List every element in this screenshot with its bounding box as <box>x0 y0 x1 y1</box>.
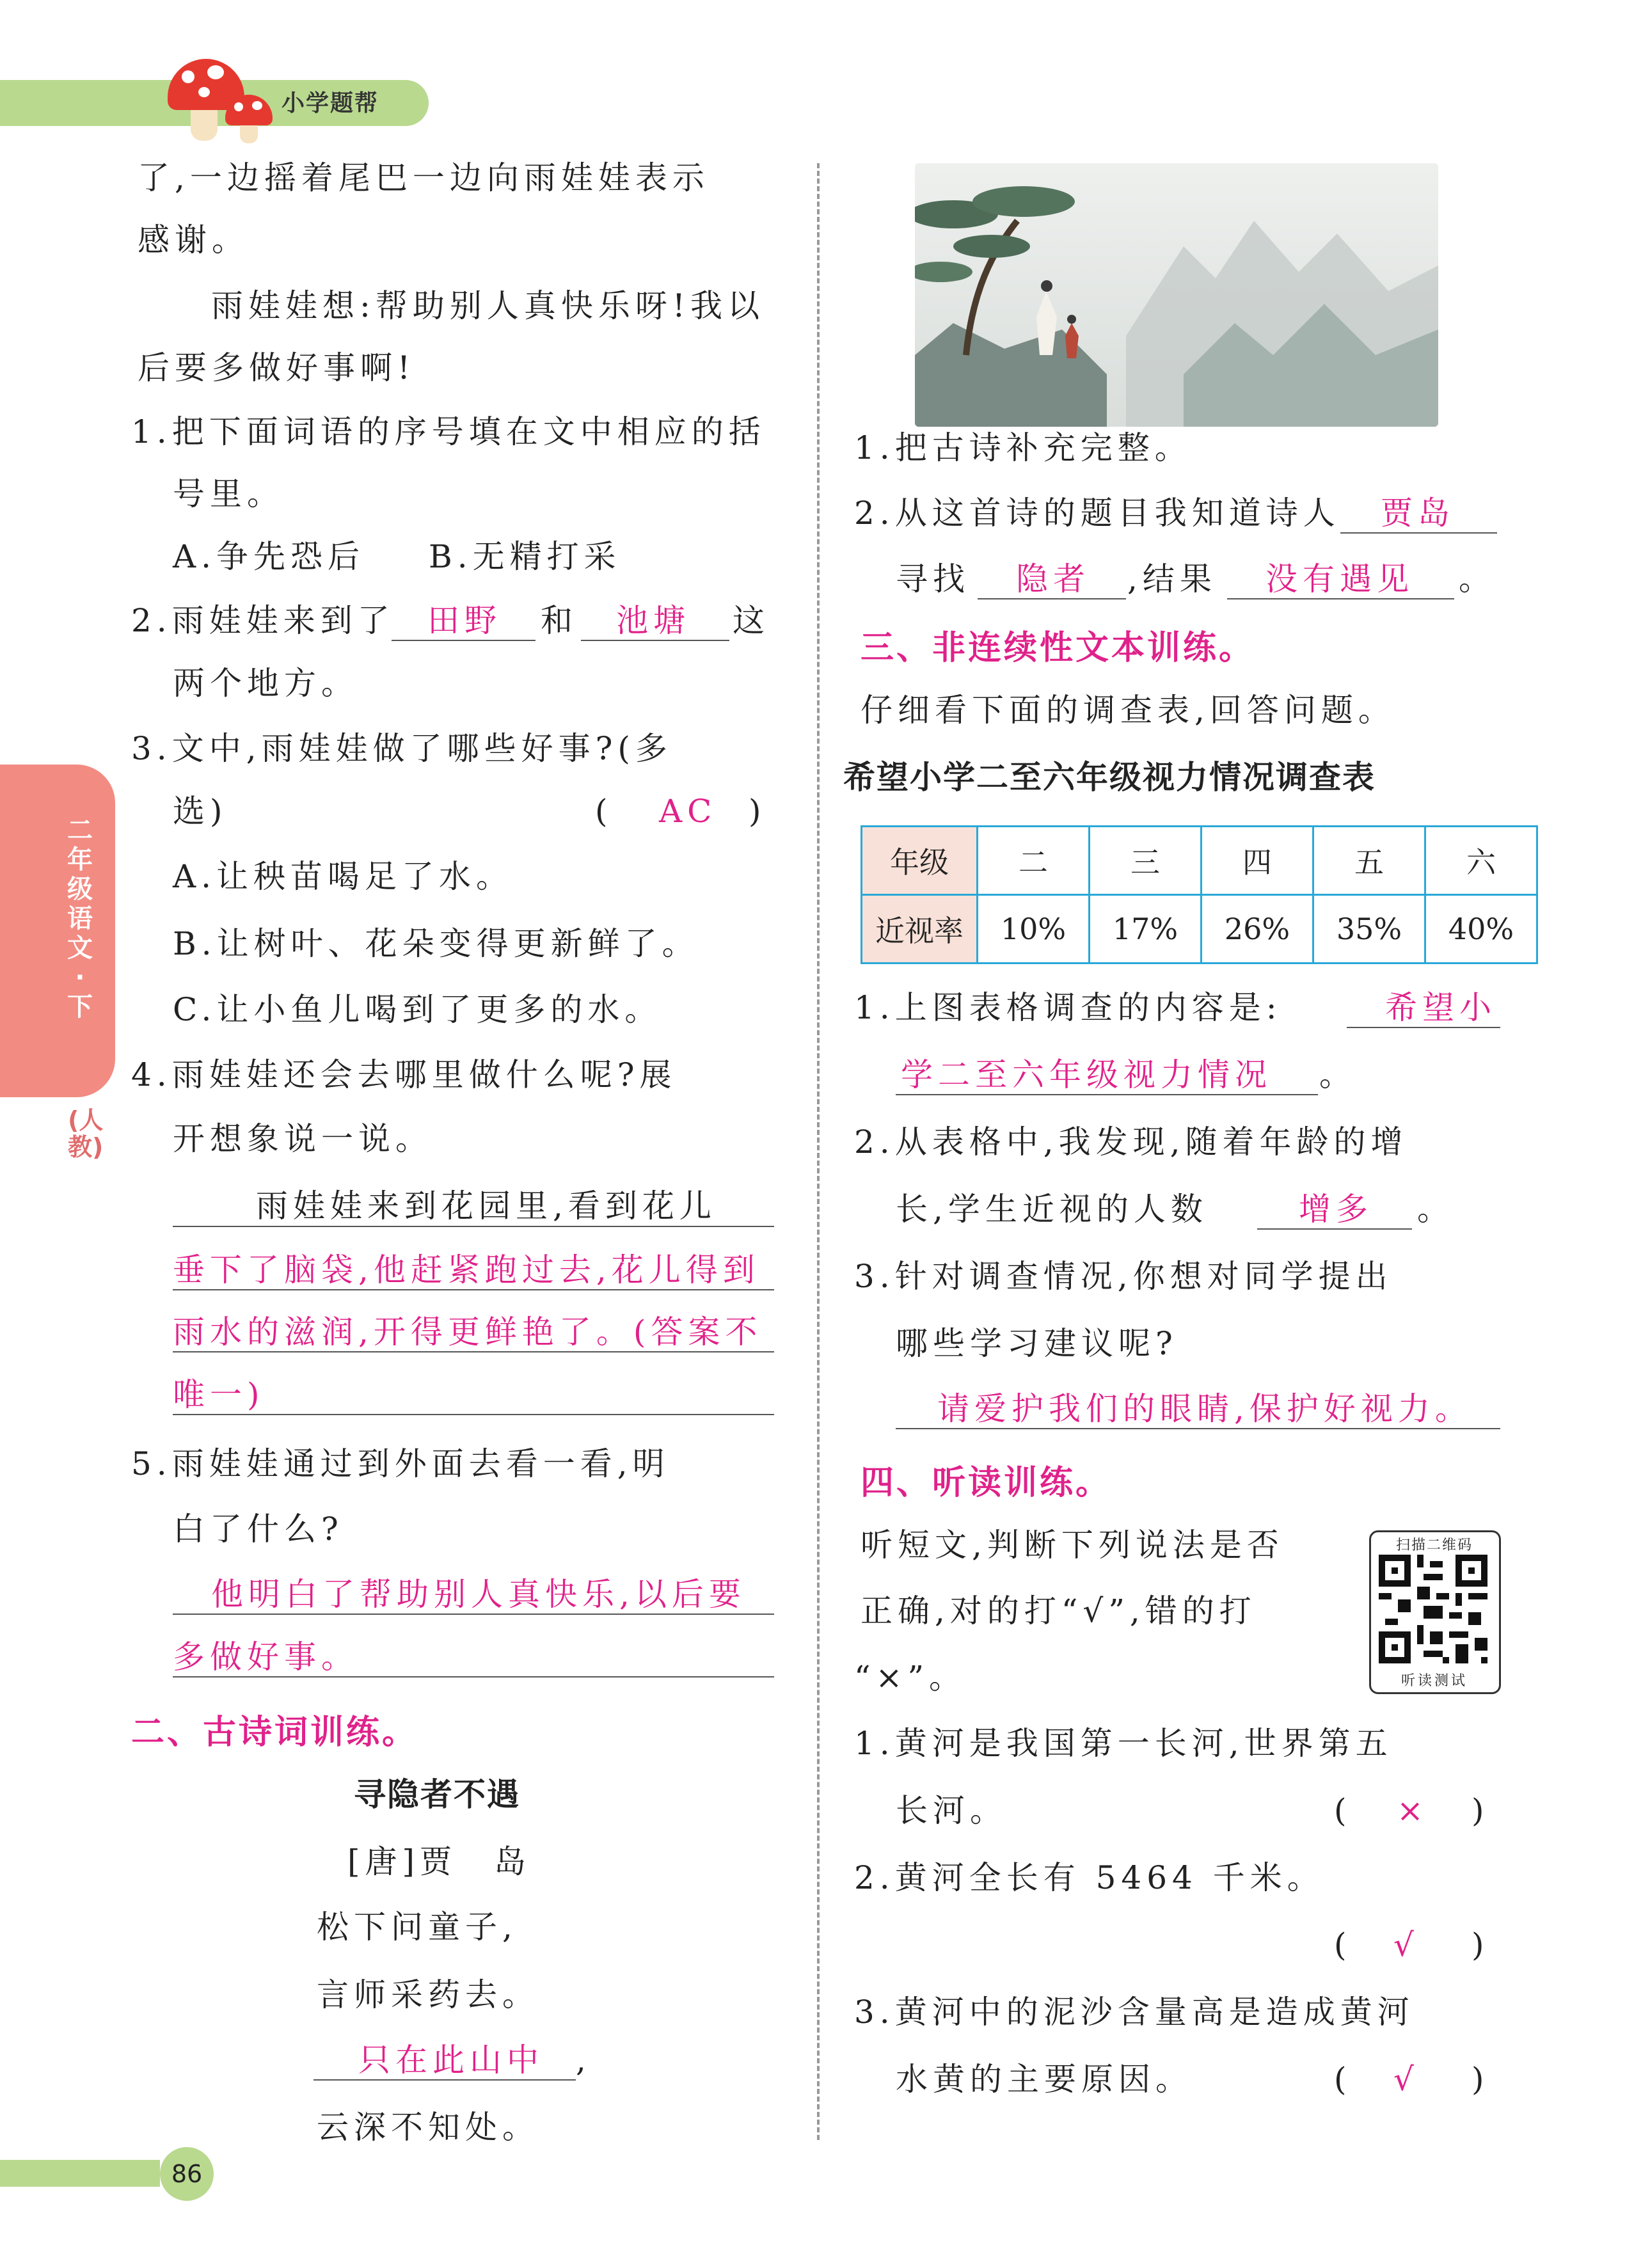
paren-open: ( <box>1334 2061 1352 2098</box>
answer-text: 池塘 <box>616 602 690 639</box>
landscape-painting <box>915 163 1438 427</box>
table-question-2: 。 <box>1417 1191 1454 1228</box>
poem-question-2: 。 <box>1459 560 1496 598</box>
section-4-instruction: “×”。 <box>854 1659 967 1696</box>
table-title: 希望小学二至六年级视力情况调查表 <box>843 759 1376 796</box>
listening-question-1: 长河。 <box>896 1792 1007 1829</box>
qr-caption-bottom: 听读测试 <box>1400 1673 1468 1689</box>
option-a: A.让秧苗喝足了水。 <box>173 858 514 895</box>
table-cell: 26% <box>1202 895 1313 964</box>
table-cell: 六 <box>1425 827 1537 895</box>
edition-label: (人教) <box>68 1106 104 1161</box>
answer-line <box>896 1094 1318 1095</box>
vision-survey-table <box>861 825 1538 964</box>
question-1: 1.把下面词语的序号填在文中相应的括 <box>131 413 766 450</box>
answer-text: 只在此山中 <box>358 2042 544 2079</box>
question-2: 两个地方。 <box>173 665 358 702</box>
option-a: A.争先恐后 <box>173 538 365 575</box>
answer-line <box>313 2079 576 2081</box>
question-4-prompt: 雨娃娃来到花园里,看到花儿 <box>256 1187 717 1225</box>
question-2: 2.雨娃娃来到了 <box>131 602 395 639</box>
paren-close: ) <box>1471 1926 1489 1963</box>
paren-open: ( <box>1334 1926 1352 1963</box>
listening-question-1: 1.黄河是我国第一长河,世界第五 <box>854 1725 1393 1762</box>
table-row <box>862 827 1537 895</box>
answer-line <box>173 1351 774 1352</box>
table-cell: 二 <box>978 827 1090 895</box>
answer-line <box>173 1289 774 1290</box>
question-2: 这 <box>733 602 770 639</box>
qr-code-icon[interactable] <box>1379 1555 1487 1663</box>
table-cell: 40% <box>1425 895 1537 964</box>
question-4: 4.雨娃娃还会去哪里做什么呢?展 <box>131 1056 677 1093</box>
answer-line <box>581 640 729 641</box>
question-2: 和 <box>541 602 578 639</box>
answer-text: 没有遇见 <box>1265 560 1414 598</box>
answer-text: 请爱护我们的眼睛,保护好视力。 <box>937 1390 1472 1427</box>
answer-text: 贾岛 <box>1381 495 1455 532</box>
answer-line <box>173 1226 774 1227</box>
listening-question-3: 3.黄河中的泥沙含量高是造成黄河 <box>854 1994 1415 2031</box>
answer-line <box>896 1428 1500 1429</box>
table-row <box>862 895 1537 964</box>
footer-band <box>0 2160 160 2187</box>
header-title: 小学题帮 <box>282 90 379 116</box>
question-4: 开想象说一说。 <box>173 1120 432 1157</box>
question-5: 5.雨娃娃通过到外面去看一看,明 <box>131 1445 670 1482</box>
poem-author: [唐]贾 岛 <box>347 1843 532 1880</box>
story-text: 了,一边摇着尾巴一边向雨娃娃表示 <box>138 159 710 196</box>
paren-close: ) <box>1471 2061 1489 2098</box>
question-3: 3.文中,雨娃娃做了哪些好事?(多 <box>131 730 672 767</box>
paren-close: ) <box>749 793 766 830</box>
grade-label: 二年级语文·下 <box>67 816 93 1022</box>
option-b: B.让树叶、花朵变得更新鲜了。 <box>173 925 699 962</box>
answer-line <box>173 1414 774 1415</box>
listening-question-2: 2.黄河全长有 5464 千米。 <box>854 1859 1324 1896</box>
paren-open: ( <box>595 793 613 830</box>
answer-text: 希望小 <box>1385 989 1496 1026</box>
section-3-intro: 仔细看下面的调查表,回答问题。 <box>861 692 1395 729</box>
table-cell: 35% <box>1313 895 1425 964</box>
column-divider <box>817 163 820 2140</box>
table-question-2: 长,学生近视的人数 <box>896 1191 1208 1228</box>
answer-text: 田野 <box>427 602 502 639</box>
poem-line: 松下问童子, <box>317 1908 518 1946</box>
story-text: 感谢。 <box>138 221 249 258</box>
table-question-2: 2.从表格中,我发现,随着年龄的增 <box>854 1123 1408 1161</box>
answer-line <box>173 1614 774 1615</box>
question-1: 号里。 <box>173 475 284 512</box>
page-number: 86 <box>160 2147 214 2201</box>
poem-comma: , <box>576 2042 591 2079</box>
table-cell: 10% <box>978 895 1090 964</box>
answer-line <box>1347 1027 1500 1028</box>
answer-mark: √ <box>1393 2061 1419 2098</box>
answer-line <box>1227 598 1454 599</box>
answer-line <box>1340 532 1497 534</box>
poem-question-2: 2.从这首诗的题目我知道诗人 <box>854 495 1340 532</box>
answer-line <box>392 640 535 641</box>
section-3-heading: 三、非连续性文本训练。 <box>861 629 1255 667</box>
qr-caption-top: 扫描二维码 <box>1395 1537 1473 1553</box>
mushroom-logo-stem <box>191 106 218 141</box>
question-5: 白了什么? <box>173 1511 344 1548</box>
poem-title: 寻隐者不遇 <box>354 1776 520 1813</box>
answer-mark: × <box>1397 1792 1429 1829</box>
answer-mark: √ <box>1393 1926 1419 1963</box>
paren-close: ) <box>1471 1792 1489 1829</box>
poem-question-1: 1.把古诗补充完整。 <box>854 429 1192 466</box>
section-2-heading: 二、古诗词训练。 <box>131 1713 418 1752</box>
answer-text: 增多 <box>1299 1191 1373 1228</box>
answer-text: 隐者 <box>1016 560 1090 598</box>
section-4-heading: 四、听读训练。 <box>861 1464 1112 1502</box>
answer-text: 学二至六年级视力情况 <box>901 1056 1272 1093</box>
table-cell: 17% <box>1090 895 1202 964</box>
option-c: C.让小鱼儿喝到了更多的水。 <box>173 991 662 1028</box>
answer-text: 垂下了脑袋,他赶紧跑过去,花儿得到 <box>173 1251 760 1289</box>
question-3: 选) <box>173 793 228 830</box>
table-cell: 近视率 <box>862 895 978 964</box>
table-question-1: 1.上图表格调查的内容是: <box>854 989 1282 1026</box>
answer-text: 唯一) <box>173 1376 265 1413</box>
option-b: B.无精打采 <box>429 538 621 575</box>
table-cell: 五 <box>1313 827 1425 895</box>
answer-line <box>173 1676 774 1677</box>
section-4-instruction: 听短文,判断下列说法是否 <box>861 1527 1284 1564</box>
side-tab <box>0 765 115 1097</box>
answer-text: 多做好事。 <box>173 1638 358 1676</box>
answer-text: AC <box>659 793 717 830</box>
paren-open: ( <box>1334 1792 1352 1829</box>
table-cell: 三 <box>1090 827 1202 895</box>
table-question-3: 哪些学习建议呢? <box>896 1325 1178 1362</box>
answer-text: 他明白了帮助别人真快乐,以后要 <box>211 1576 746 1613</box>
table-cell: 年级 <box>862 827 978 895</box>
story-text: 后要多做好事啊! <box>138 349 416 386</box>
poem-question-2: 寻找 <box>896 560 970 598</box>
table-cell: 四 <box>1202 827 1313 895</box>
poem-line: 言师采药去。 <box>317 1976 539 2013</box>
listening-question-3: 水黄的主要原因。 <box>896 2061 1193 2098</box>
section-4-instruction: 正确,对的打“√”,错的打 <box>861 1592 1257 1630</box>
poem-line: 云深不知处。 <box>317 2109 539 2146</box>
answer-line <box>1257 1228 1412 1230</box>
story-text: 雨娃娃想:帮助别人真快乐呀!我以 <box>211 287 765 324</box>
answer-text: 雨水的滋润,开得更鲜艳了。(答案不 <box>173 1313 763 1351</box>
table-question-3: 3.针对调查情况,你想对同学提出 <box>854 1258 1393 1295</box>
answer-line <box>978 598 1126 599</box>
poem-question-2: ,结果 <box>1127 560 1217 598</box>
table-question-1: 。 <box>1319 1056 1356 1093</box>
